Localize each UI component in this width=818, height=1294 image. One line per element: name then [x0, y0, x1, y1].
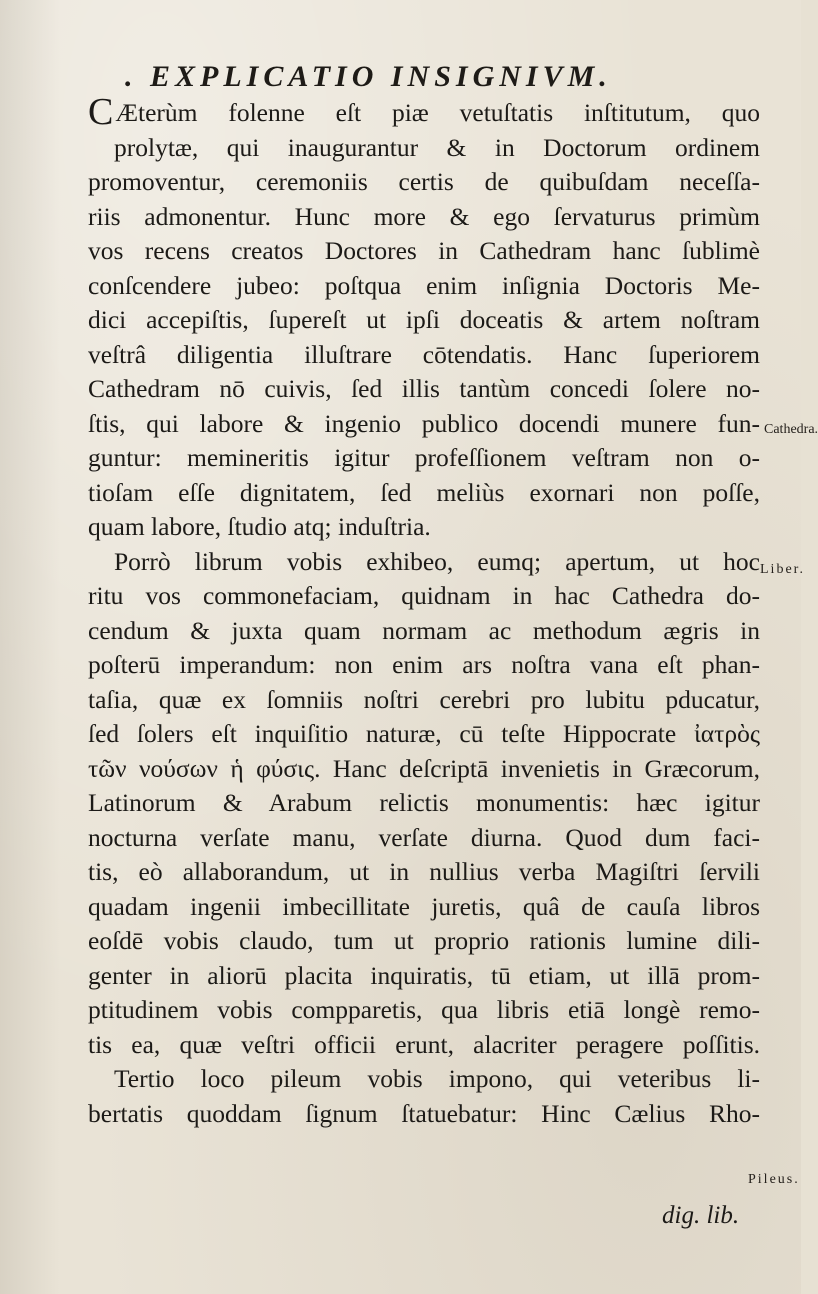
marginal-note-cathedra: Cathedra. — [764, 422, 818, 437]
text-line: quam labore, ſtudio atq; induſtria. — [88, 512, 431, 541]
text-line: eoſdē vobis claudo, tum ut proprio rationis lumine dili- — [88, 926, 760, 955]
text-line: vos recens creatos Doctores in Cathedram hanc ſublimè — [88, 236, 760, 265]
text-line: riis admonentur. Hunc more & ego ſervaturus primùm — [88, 201, 760, 231]
text-line: Latinorum & Arabum relictis monumentis: hæc igitur — [88, 788, 760, 817]
text-line: ſed ſolers eſt inquiſitio naturæ, cū teſte Hippocrate ἰατρὸς — [88, 719, 760, 748]
text-line: dici accepiſtis, ſupereſt ut ipſi doceatis & artem noſtram — [88, 305, 760, 334]
text-line: genter in aliorū placita inquiratis, tū etiam, ut illā prom- — [88, 960, 760, 990]
text-line: ſtis, qui labore & ingenio publico docendi munere fun- — [88, 408, 760, 438]
initial-letter: C — [88, 91, 114, 133]
text-line: tis ea, quæ veſtri officii erunt, alacriter peragere poſſitis. — [88, 1029, 760, 1059]
text-line: τῶν νούσων ἡ φύσις. Hanc deſcriptā invenietis in Græcorum, — [88, 753, 760, 783]
text-line: prolytæ, qui inaugurantur & in Doctorum ordinem — [114, 132, 760, 162]
catchword: dig. lib. — [662, 1202, 740, 1229]
text-line: promoventur, ceremoniis certis de quibuſdam neceſſa- — [88, 167, 760, 196]
text-line: conſcendere jubeo: poſtqua enim inſignia Doctoris Me- — [88, 270, 760, 300]
text-line: quadam ingenii imbecillitate juretis, quâ de cauſa libros — [88, 891, 760, 921]
text-line: ptitudinem vobis compparetis, qua libris etiā longè remo- — [88, 995, 760, 1024]
text-line: Tertio loco pileum vobis impono, qui veteribus li- — [114, 1064, 760, 1093]
marginal-note-liber: Liber. — [760, 562, 806, 577]
text-line: cendum & juxta quam normam ac methodum ægris in — [88, 615, 760, 645]
text-line: taſia, quæ ex ſomniis noſtri cerebri pro lubitu pducatur, — [88, 684, 760, 714]
running-head: . EXPLICATIO INSIGNIVM. — [125, 60, 612, 93]
text-line: bertatis quoddam ſignum ſtatuebatur: Hinc Cælius Rho- — [88, 1098, 760, 1128]
text-line: guntur: memineritis igitur profeſſionem veſtram non o- — [88, 443, 760, 472]
text-line: nocturna verſate manu, verſate diurna. Quod dum faci- — [88, 822, 760, 852]
body-text — [88, 91, 760, 1131]
text-line: Cathedram nō cuivis, ſed illis tantùm concedi ſolere no- — [88, 374, 760, 403]
text-line: C Æterùm folenne eſt piæ vetuſtatis inſtitutum, quo — [88, 91, 760, 133]
text-line: ritu vos commonefaciam, quidnam in hac Cathedra do- — [88, 581, 760, 610]
text-line: veſtrâ diligentia illuſtrare cōtendatis. Hanc ſuperiorem — [88, 339, 760, 369]
text-line: tioſam eſſe dignitatem, ſed meliùs exornari non poſſe, — [88, 477, 760, 507]
text-line: Porrò librum vobis exhibeo, eumq; apertum, ut hoc — [114, 546, 760, 576]
text-line: tis, eò allaborandum, ut in nullius verba Magiſtri ſervili — [88, 857, 760, 886]
text-line: poſterū imperandum: non enim ars noſtra vana eſt phan- — [88, 650, 760, 679]
marginal-note-pileus: Pileus. — [748, 1172, 800, 1187]
binding-shadow — [0, 0, 60, 1294]
